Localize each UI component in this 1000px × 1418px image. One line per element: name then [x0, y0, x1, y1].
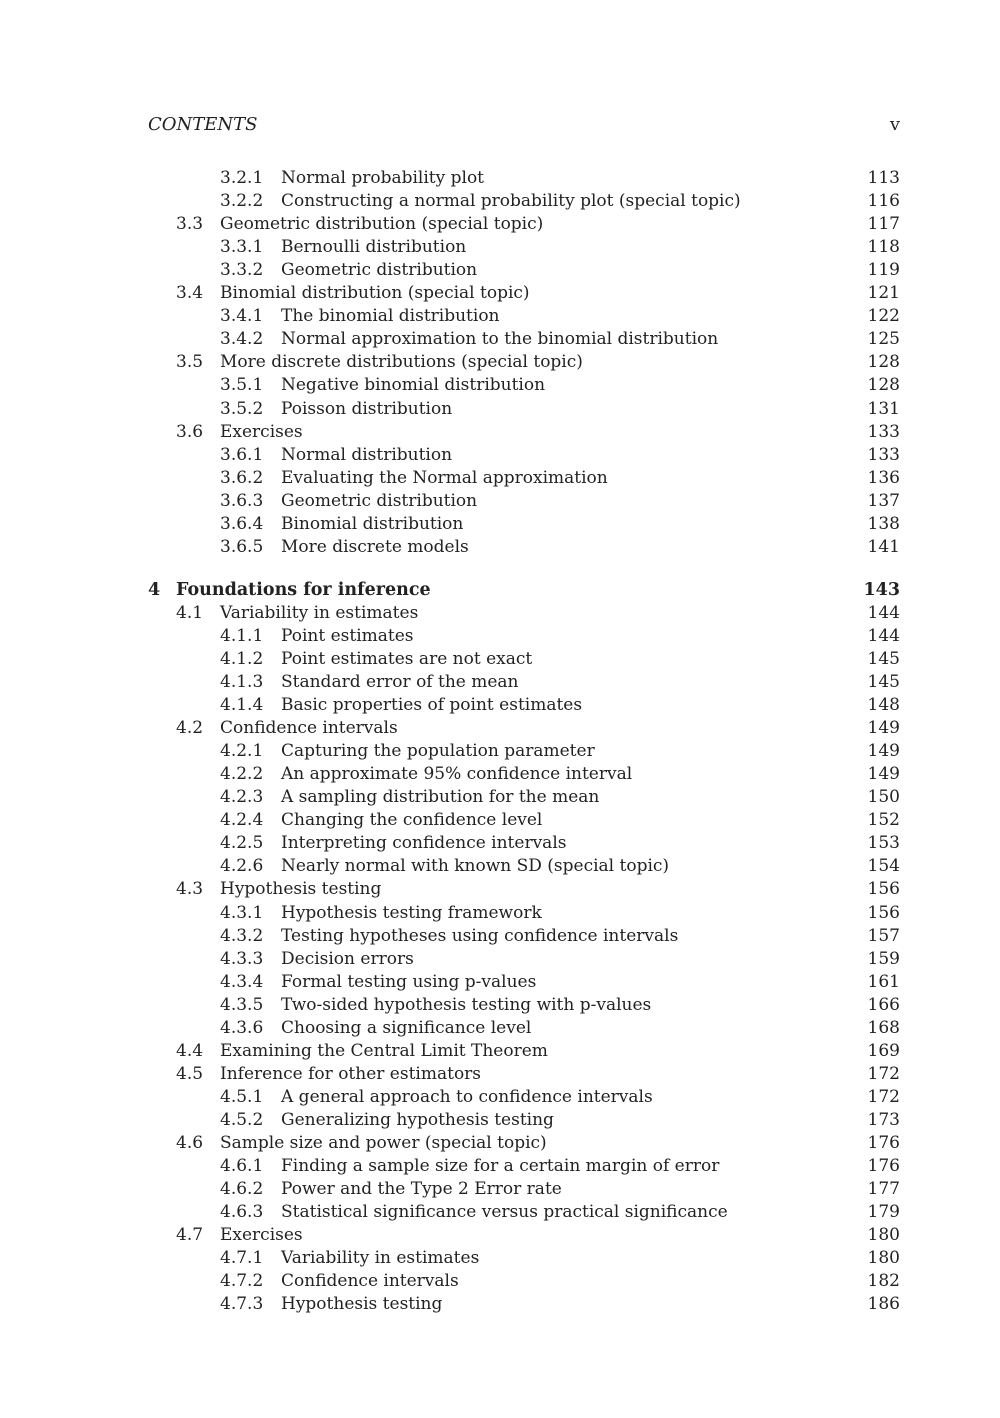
toc-subsection-entry[interactable] [0, 1247, 1000, 1270]
toc-entry-page: 128 [867, 375, 900, 395]
toc-entry-number: 3.4.1 [220, 306, 264, 326]
toc-entry-number: 4.3.1 [220, 903, 264, 923]
toc-entry-title: Interpreting confidence intervals [281, 833, 567, 853]
toc-section-entry[interactable] [0, 1132, 1000, 1155]
toc-subsection-entry[interactable] [0, 467, 1000, 490]
toc-subsection-entry[interactable] [0, 971, 1000, 994]
toc-entry-number: 4.7.2 [220, 1271, 264, 1291]
toc-entry-page: 133 [867, 445, 900, 465]
toc-chapter-entry[interactable] [0, 579, 1000, 602]
toc-entry-page: 173 [867, 1110, 900, 1130]
toc-entry-page: 154 [867, 856, 900, 876]
toc-entry-title: Decision errors [281, 949, 414, 969]
toc-entry-page: 125 [867, 329, 900, 349]
toc-entry-title: Point estimates are not exact [281, 649, 533, 669]
toc-subsection-entry[interactable] [0, 328, 1000, 351]
toc-entry-number: 3.5.2 [220, 399, 264, 419]
toc-entry-number: 4.5 [176, 1064, 204, 1084]
toc-entry-title: Finding a sample size for a certain margin of error [281, 1156, 720, 1176]
toc-entry-page: 148 [867, 695, 900, 715]
toc-subsection-entry[interactable] [0, 740, 1000, 763]
toc-entry-number: 4.3.6 [220, 1018, 264, 1038]
toc-subsection-entry[interactable] [0, 1155, 1000, 1178]
toc-entry-title: An approximate 95% confidence interval [281, 764, 633, 784]
toc-subsection-entry[interactable] [0, 1086, 1000, 1109]
toc-entry-number: 4.1.2 [220, 649, 264, 669]
toc-entry-page: 119 [867, 260, 900, 280]
toc-entry-title: Foundations for inference [176, 580, 431, 600]
toc-entry-number: 4.2.1 [220, 741, 264, 761]
toc-entry-page: 133 [867, 422, 900, 442]
toc-entry-number: 4.2.3 [220, 787, 264, 807]
running-header [148, 112, 900, 138]
toc-entry-title: Geometric distribution (special topic) [220, 214, 544, 234]
toc-entry-page: 182 [867, 1271, 900, 1291]
toc-entry-number: 3.6.2 [220, 468, 264, 488]
toc-subsection-entry[interactable] [0, 259, 1000, 282]
toc-subsection-entry[interactable] [0, 855, 1000, 878]
toc-entry-number: 4.7.3 [220, 1294, 264, 1314]
toc-entry-title: Binomial distribution (special topic) [220, 283, 530, 303]
toc-section-entry[interactable] [0, 213, 1000, 236]
toc-entry-title: Exercises [220, 1225, 303, 1245]
toc-entry-title: Evaluating the Normal approximation [281, 468, 608, 488]
toc-entry-page: 157 [867, 926, 900, 946]
toc-entry-number: 3.5 [176, 352, 204, 372]
toc-subsection-entry[interactable] [0, 236, 1000, 259]
toc-entry-number: 4.3 [176, 879, 204, 899]
toc-entry-title: Capturing the population parameter [281, 741, 595, 761]
toc-subsection-entry[interactable] [0, 1178, 1000, 1201]
toc-entry-title: Confidence intervals [220, 718, 398, 738]
toc-entry-title: Standard error of the mean [281, 672, 519, 692]
toc-entry-title: Normal approximation to the binomial distribution [281, 329, 719, 349]
toc-entry-number: 4.3.4 [220, 972, 264, 992]
toc-entry-page: 168 [867, 1018, 900, 1038]
toc-section-entry[interactable] [0, 602, 1000, 625]
toc-subsection-entry[interactable] [0, 1270, 1000, 1293]
toc-entry-page: 145 [867, 672, 900, 692]
toc-entry-title: Statistical significance versus practical significance [281, 1202, 728, 1222]
toc-entry-title: More discrete models [281, 537, 469, 557]
toc-section-entry[interactable] [0, 1063, 1000, 1086]
toc-entry-title: Choosing a significance level [281, 1018, 532, 1038]
toc-entry-page: 149 [867, 741, 900, 761]
toc-subsection-entry[interactable] [0, 190, 1000, 213]
toc-entry-number: 3.3.2 [220, 260, 264, 280]
toc-entry-page: 172 [867, 1064, 900, 1084]
toc-entry-number: 3.5.1 [220, 375, 264, 395]
toc-entry-page: 138 [867, 514, 900, 534]
toc-entry-number: 4.2.5 [220, 833, 264, 853]
toc-entry-page: 122 [867, 306, 900, 326]
toc-entry-number: 4.4 [176, 1041, 204, 1061]
toc-entry-number: 3.6.5 [220, 537, 264, 557]
toc-entry-number: 4.6.1 [220, 1156, 264, 1176]
toc-entry-title: The binomial distribution [281, 306, 500, 326]
toc-entry-number: 3.4 [176, 283, 204, 303]
toc-section-entry[interactable] [0, 1224, 1000, 1247]
toc-subsection-entry[interactable] [0, 1201, 1000, 1224]
toc-entry-page: 180 [867, 1248, 900, 1268]
toc-entry-page: 149 [867, 718, 900, 738]
toc-entry-page: 152 [867, 810, 900, 830]
toc-subsection-entry[interactable] [0, 1293, 1000, 1316]
toc-entry-number: 3.6 [176, 422, 204, 442]
toc-entry-number: 4.2.6 [220, 856, 264, 876]
running-title: CONTENTS [148, 114, 258, 135]
toc-section-entry[interactable] [0, 421, 1000, 444]
toc-entry-page: 144 [867, 626, 900, 646]
toc-entry-page: 143 [863, 580, 900, 600]
toc-subsection-entry[interactable] [0, 809, 1000, 832]
toc-subsection-entry[interactable] [0, 536, 1000, 559]
toc-entry-page: 144 [867, 603, 900, 623]
toc-entry-title: Confidence intervals [281, 1271, 459, 1291]
toc-entry-page: 161 [867, 972, 900, 992]
toc-entry-title: Hypothesis testing framework [281, 903, 542, 923]
toc-entry-page: 172 [867, 1087, 900, 1107]
toc-entry-number: 4.1.1 [220, 626, 264, 646]
toc-entry-page: 179 [867, 1202, 900, 1222]
toc-subsection-entry[interactable] [0, 167, 1000, 190]
toc-entry-page: 159 [867, 949, 900, 969]
toc-entry-title: Exercises [220, 422, 303, 442]
toc-subsection-entry[interactable] [0, 305, 1000, 328]
toc-entry-number: 4.5.1 [220, 1087, 264, 1107]
toc-entry-number: 4.6.2 [220, 1179, 264, 1199]
toc-entry-title: Power and the Type 2 Error rate [281, 1179, 562, 1199]
toc-entry-page: 113 [867, 168, 900, 188]
toc-entry-number: 4 [148, 580, 161, 600]
toc-entry-title: A general approach to confidence intervals [281, 1087, 653, 1107]
toc-subsection-entry[interactable] [0, 398, 1000, 421]
toc-section-entry[interactable] [0, 351, 1000, 374]
toc-subsection-entry[interactable] [0, 832, 1000, 855]
toc-entry-page: 145 [867, 649, 900, 669]
toc-entry-title: Bernoulli distribution [281, 237, 467, 257]
toc-entry-title: Formal testing using p-values [281, 972, 537, 992]
toc-entry-page: 180 [867, 1225, 900, 1245]
toc-subsection-entry[interactable] [0, 694, 1000, 717]
toc-entry-title: Two-sided hypothesis testing with p-values [281, 995, 652, 1015]
toc-entry-title: Hypothesis testing [220, 879, 382, 899]
toc-entry-number: 4.2.4 [220, 810, 264, 830]
toc-entry-title: Inference for other estimators [220, 1064, 482, 1084]
toc-entry-page: 116 [867, 191, 900, 211]
toc-entry-page: 177 [867, 1179, 900, 1199]
toc-entry-title: Binomial distribution [281, 514, 464, 534]
toc-entry-number: 4.6 [176, 1133, 204, 1153]
toc-entry-title: Normal distribution [281, 445, 453, 465]
toc-entry-page: 117 [867, 214, 900, 234]
toc-entry-title: Normal probability plot [281, 168, 485, 188]
toc-entry-number: 3.2.2 [220, 191, 264, 211]
toc-entry-number: 4.6.3 [220, 1202, 264, 1222]
toc-entry-page: 176 [867, 1156, 900, 1176]
toc-entry-title: Changing the confidence level [281, 810, 543, 830]
toc-section-entry[interactable] [0, 717, 1000, 740]
toc-entry-page: 121 [867, 283, 900, 303]
toc-entry-page: 149 [867, 764, 900, 784]
toc-entry-title: Negative binomial distribution [281, 375, 546, 395]
toc-entry-title: Nearly normal with known SD (special topic) [281, 856, 670, 876]
toc-entry-page: 156 [867, 903, 900, 923]
toc-subsection-entry[interactable] [0, 948, 1000, 971]
toc-entry-title: Examining the Central Limit Theorem [220, 1041, 548, 1061]
toc-entry-title: More discrete distributions (special topic) [220, 352, 583, 372]
toc-subsection-entry[interactable] [0, 490, 1000, 513]
toc-entry-number: 3.2.1 [220, 168, 264, 188]
toc-entry-title: Variability in estimates [220, 603, 419, 623]
toc-entry-number: 4.1.4 [220, 695, 264, 715]
toc-entry-page: 153 [867, 833, 900, 853]
toc-entry-title: Sample size and power (special topic) [220, 1133, 547, 1153]
toc-subsection-entry[interactable] [0, 648, 1000, 671]
toc-subsection-entry[interactable] [0, 994, 1000, 1017]
toc-entry-title: Geometric distribution [281, 260, 478, 280]
toc-entry-number: 4.1.3 [220, 672, 264, 692]
toc-section-entry[interactable] [0, 282, 1000, 305]
toc-entry-number: 3.6.4 [220, 514, 264, 534]
toc-entry-number: 4.7 [176, 1225, 204, 1245]
toc-entry-number: 3.6.3 [220, 491, 264, 511]
toc-subsection-entry[interactable] [0, 786, 1000, 809]
toc-entry-number: 4.2.2 [220, 764, 264, 784]
toc-entry-number: 3.4.2 [220, 329, 264, 349]
toc-entry-title: Point estimates [281, 626, 414, 646]
toc-entry-title: Variability in estimates [281, 1248, 480, 1268]
toc-entry-number: 3.3 [176, 214, 204, 234]
toc-subsection-entry[interactable] [0, 625, 1000, 648]
toc-subsection-entry[interactable] [0, 902, 1000, 925]
toc-entry-page: 156 [867, 879, 900, 899]
toc-subsection-entry[interactable] [0, 763, 1000, 786]
toc-entry-number: 4.5.2 [220, 1110, 264, 1130]
toc-entry-title: Constructing a normal probability plot (special topic) [281, 191, 741, 211]
toc-entry-number: 4.3.2 [220, 926, 264, 946]
toc-entry-title: A sampling distribution for the mean [281, 787, 600, 807]
toc-entry-page: 169 [867, 1041, 900, 1061]
toc-entry-page: 166 [867, 995, 900, 1015]
toc-entry-page: 136 [867, 468, 900, 488]
toc-entry-page: 118 [867, 237, 900, 257]
toc-entry-page: 176 [867, 1133, 900, 1153]
toc-entry-title: Geometric distribution [281, 491, 478, 511]
toc-subsection-entry[interactable] [0, 374, 1000, 397]
toc-entry-number: 4.2 [176, 718, 204, 738]
toc-entry-number: 4.7.1 [220, 1248, 264, 1268]
toc-subsection-entry[interactable] [0, 925, 1000, 948]
toc-section-entry[interactable] [0, 878, 1000, 901]
toc-entry-number: 4.1 [176, 603, 204, 623]
toc-entry-number: 4.3.5 [220, 995, 264, 1015]
toc-entry-title: Basic properties of point estimates [281, 695, 583, 715]
toc-entry-page: 141 [867, 537, 900, 557]
toc-entry-page: 150 [867, 787, 900, 807]
toc-subsection-entry[interactable] [0, 513, 1000, 536]
toc-section-entry[interactable] [0, 1040, 1000, 1063]
toc-subsection-entry[interactable] [0, 671, 1000, 694]
toc-entry-page: 128 [867, 352, 900, 372]
toc-entry-page: 137 [867, 491, 900, 511]
toc-entry-number: 3.3.1 [220, 237, 264, 257]
toc-entry-title: Poisson distribution [281, 399, 453, 419]
toc-entry-number: 3.6.1 [220, 445, 264, 465]
toc-entry-title: Generalizing hypothesis testing [281, 1110, 554, 1130]
toc-subsection-entry[interactable] [0, 444, 1000, 467]
toc-entry-page: 186 [867, 1294, 900, 1314]
page-number: v [889, 114, 900, 135]
toc-subsection-entry[interactable] [0, 1109, 1000, 1132]
toc-entry-page: 131 [867, 399, 900, 419]
toc-subsection-entry[interactable] [0, 1017, 1000, 1040]
toc-entry-title: Testing hypotheses using confidence intervals [281, 926, 679, 946]
toc-entry-number: 4.3.3 [220, 949, 264, 969]
toc-entry-title: Hypothesis testing [281, 1294, 443, 1314]
